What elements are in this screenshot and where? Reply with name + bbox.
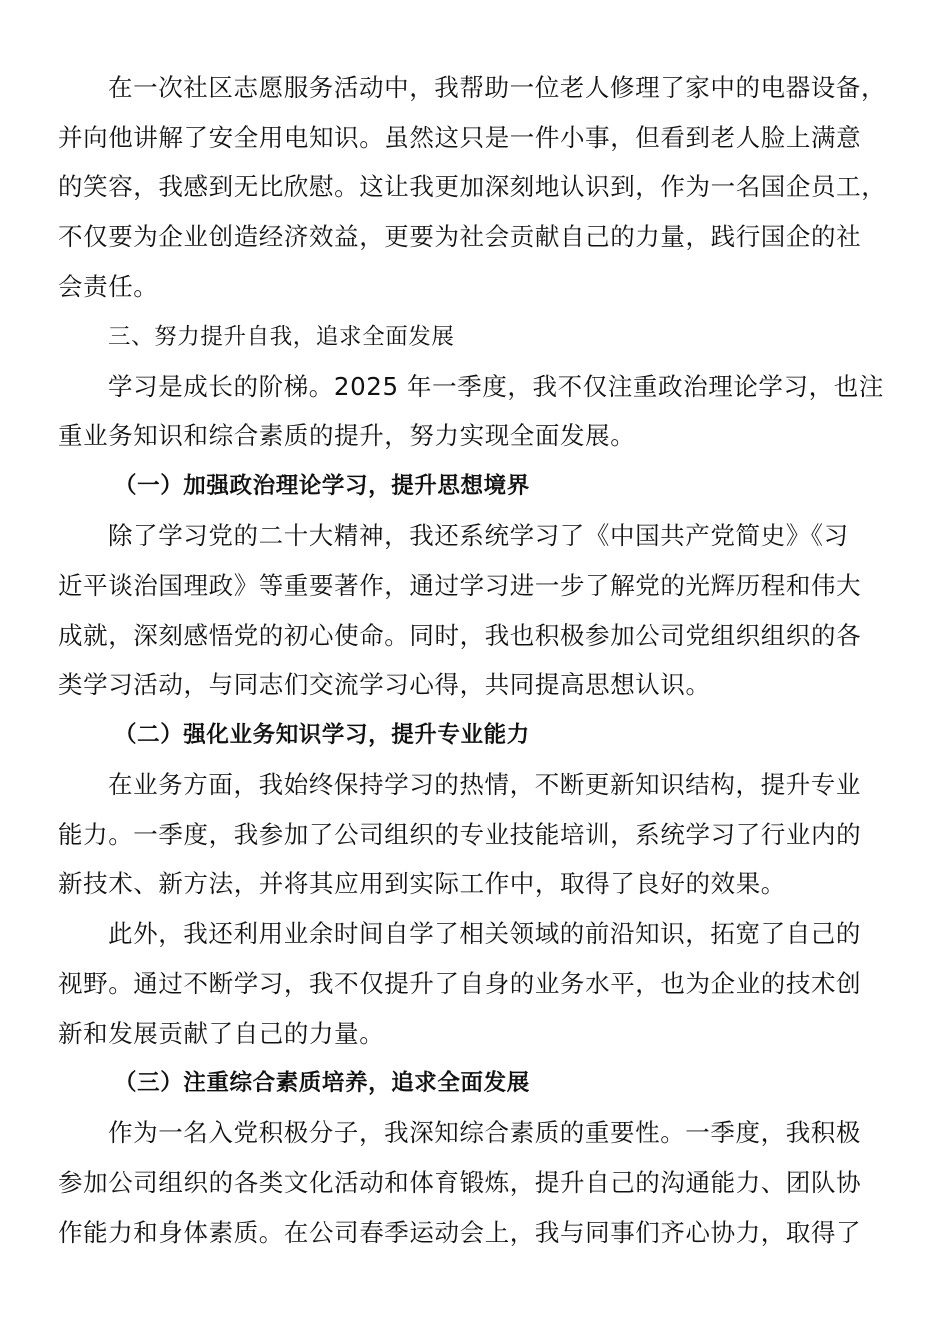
subsection-heading: （三）注重综合素质培养，追求全面发展	[114, 1070, 530, 1096]
section-heading: 三、努力提升自我，追求全面发展	[108, 324, 455, 350]
paragraph-line: 成就，深刻感悟党的初心使命。同时，我也积极参加公司党组织组织的各	[58, 621, 862, 650]
paragraph-line: 作为一名入党积极分子，我深知综合素质的重要性。一季度，我积极	[108, 1118, 861, 1147]
paragraph-line: 新和发展贡献了自己的力量。	[58, 1019, 385, 1048]
paragraph-line: 在一次社区志愿服务活动中，我帮助一位老人修理了家中的电器设备，	[108, 73, 887, 102]
paragraph-line: 不仅要为企业创造经济效益，更要为社会贡献自己的力量，践行国企的社	[58, 222, 862, 251]
paragraph-line: 会责任。	[58, 272, 159, 301]
paragraph-line: 重业务知识和综合素质的提升，努力实现全面发展。	[58, 421, 636, 450]
paragraph-line: 新技术、新方法，并将其应用到实际工作中，取得了良好的效果。	[58, 869, 786, 898]
paragraph-line: 学习是成长的阶梯。2025 年一季度，我不仅注重政治理论学习，也注	[108, 372, 884, 401]
paragraph-line: 类学习活动，与同志们交流学习心得，共同提高思想认识。	[58, 670, 711, 699]
paragraph-line: 的笑容，我感到无比欣慰。这让我更加深刻地认识到，作为一名国企员工，	[58, 172, 887, 201]
subsection-heading: （一）加强政治理论学习，提升思想境界	[114, 473, 530, 499]
paragraph-line: 此外，我还利用业余时间自学了相关领域的前沿知识，拓宽了自己的	[108, 919, 861, 948]
paragraph-line: 在业务方面，我始终保持学习的热情，不断更新知识结构，提升专业	[108, 770, 861, 799]
paragraph-line: 视野。通过不断学习，我不仅提升了自身的业务水平，也为企业的技术创	[58, 969, 862, 998]
paragraph-line: 除了学习党的二十大精神，我还系统学习了《中国共产党简史》《习	[108, 521, 849, 550]
paragraph-line: 近平谈治国理政》等重要著作，通过学习进一步了解党的光辉历程和伟大	[58, 571, 862, 600]
subsection-heading: （二）强化业务知识学习，提升专业能力	[114, 722, 530, 748]
paragraph-line: 参加公司组织的各类文化活动和体育锻炼，提升自己的沟通能力、团队协	[58, 1168, 862, 1197]
paragraph-line: 作能力和身体素质。在公司春季运动会上，我与同事们齐心协力，取得了	[58, 1218, 862, 1247]
paragraph-line: 并向他讲解了安全用电知识。虽然这只是一件小事，但看到老人脸上满意	[58, 123, 862, 152]
paragraph-line: 能力。一季度，我参加了公司组织的专业技能培训，系统学习了行业内的	[58, 820, 862, 849]
